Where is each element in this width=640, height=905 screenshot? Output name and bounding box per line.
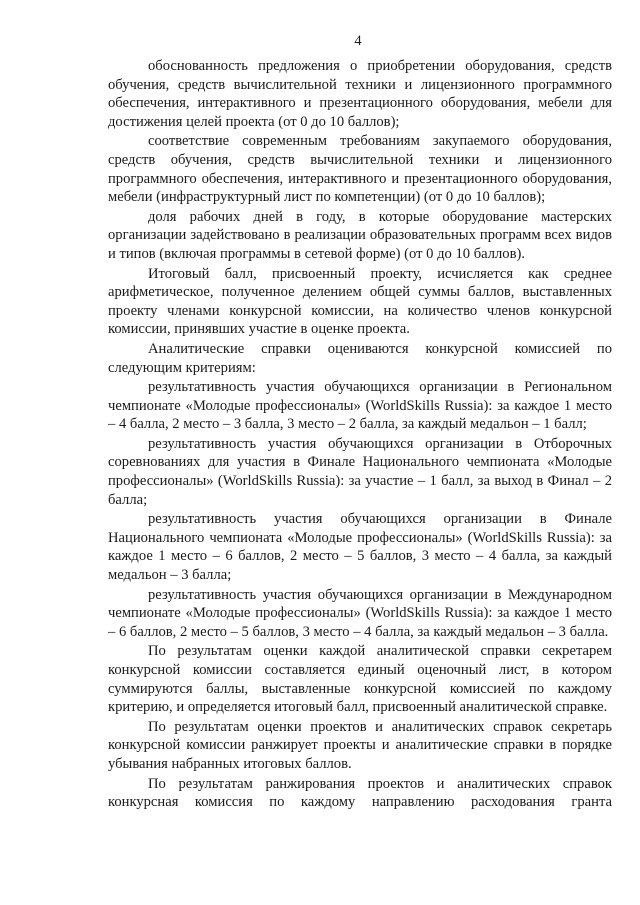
paragraph-ranking: По результатам оценки проектов и аналитических справок секретарь конкурсной комиссии ранжирует проекты и аналитические справки в порядке убывания набранных итоговых баллов. bbox=[108, 718, 612, 772]
paragraph-qualifying-competitions: результативность участия обучающихся организации в Отборочных соревнованиях для участия в Финале Национального чемпионата «Молодые профессионалы» (WorldSkills Russia): за участие – 1 балл, за выход в Финал – 2 балла; bbox=[108, 435, 612, 508]
paragraph-regional-championship: результативность участия обучающихся организации в Региональном чемпионате «Молодые профессионалы» (WorldSkills Russia): за каждое 1 место – 4 балла, 2 место – 3 балла, 3 место – 2 балла, за каждый медальон – 1 балл; bbox=[108, 379, 612, 433]
paragraph-ranking-results: По результатам ранжирования проектов и аналитических справок конкурсная комиссия по каждому направлению расходования гранта bbox=[108, 775, 612, 811]
paragraph-final-score: Итоговый балл, присвоенный проекту, исчисляется как среднее арифметическое, полученное делением общей суммы баллов, выставленных проекту членами конкурсной комиссии, на количество членов конкурсной комиссии, принявших участие в оценке проекта. bbox=[108, 265, 612, 338]
paragraph-working-days-share: доля рабочих дней в году, в которые оборудование мастерских организации задействовано в реализации образовательных программ всех видов и типов (включая программы в сетевой форме) (от 0 до 10 баллов). bbox=[108, 208, 612, 262]
paragraph-national-final: результативность участия обучающихся организации в Финале Национального чемпионата «Молодые профессионалы» (WorldSkills Russia): за каждое 1 место – 6 баллов, 2 место – 5 баллов, 3 место – 4 балла, за каждый медальон – 3 балла; bbox=[108, 511, 612, 584]
paragraph-equipment-justification: обоснованность предложения о приобретении оборудования, средств обучения, средств вычислительной техники и лицензионного программного обеспечения, интерактивного и презентационного оборудования, мебели для достижения целей проекта (от 0 до 10 баллов); bbox=[108, 58, 612, 130]
paragraph-evaluation-sheet: По результатам оценки каждой аналитической справки секретарем конкурсной комиссии составляется единый оценочный лист, в котором суммируются баллы, выставленные конкурсной комиссией по каждому критерию, и определяется итоговый балл, присвоенный аналитической справке. bbox=[108, 643, 612, 716]
paragraph-international-championship: результативность участия обучающихся организации в Международном чемпионате «Молодые профессионалы» (WorldSkills Russia): за каждое 1 место – 6 баллов, 2 место – 5 баллов, 3 место – 4 балла, за каждый медальон – 3 балла. bbox=[108, 586, 612, 640]
document-body bbox=[108, 57, 612, 813]
paragraph-equipment-compliance: соответствие современным требованиям закупаемого оборудования, средств обучения, средств вычислительной техники и лицензионного программного обеспечения, интерактивного и презентационного оборудования, мебели (инфраструктурный лист по компетенции) (от 0 до 10 баллов); bbox=[108, 133, 612, 206]
page-number: 4 bbox=[354, 33, 362, 49]
paragraph-analytical-criteria-intro: Аналитические справки оцениваются конкурсной комиссией по следующим критериям: bbox=[108, 340, 612, 376]
